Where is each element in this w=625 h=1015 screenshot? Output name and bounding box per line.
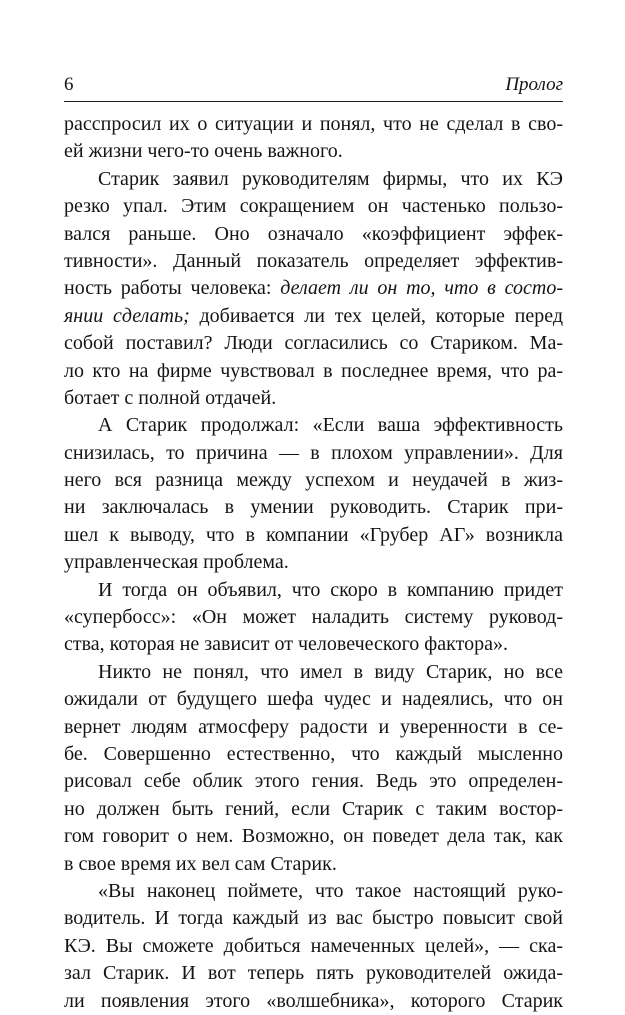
text-line: ло кто на фирме чувствовал в последнее время, что ра- bbox=[64, 359, 563, 382]
text-line: вался раньше. Оно означало «коэффициент эффек- bbox=[64, 222, 563, 245]
text-line: собой поставил? Люди согласились со Стариком. Ма- bbox=[64, 332, 563, 355]
text-line: резко упал. Этим сокращением он частенько пользо- bbox=[64, 195, 563, 218]
text-line: ей жизни чего-то очень важного. bbox=[64, 140, 343, 163]
text-line: но должен быть гений, если Старик с таким востор- bbox=[64, 797, 563, 820]
text-line: бе. Совершенно естественно, что каждый мысленно bbox=[64, 742, 563, 765]
text-line: Старик заявил руководителям фирмы, что их КЭ bbox=[98, 167, 563, 190]
text-line: ни заключалась в умении руководить. Старик при- bbox=[64, 496, 563, 519]
text-line: КЭ. Вы сможете добиться намеченных целей», — ска- bbox=[64, 934, 563, 957]
text-line: рисовал себе облик этого гения. Ведь это определен- bbox=[64, 770, 563, 793]
text-line: ства, которая не зависит от человеческого фактора». bbox=[64, 633, 508, 656]
text-line: гом говорит о нем. Возможно, он поведет дела так, как bbox=[64, 825, 563, 848]
text-line: шел к выводу, что в компании «Грубер АГ» возникла bbox=[64, 523, 563, 546]
text-line: зал Старик. И вот теперь пять руководителей ожида- bbox=[64, 962, 563, 985]
italic-segment: янии сделать; bbox=[64, 304, 190, 327]
text-line: ли появления этого «волшебника», которого Старик bbox=[64, 989, 563, 1012]
text-segment: ность работы человека: bbox=[64, 277, 281, 300]
text-line: А Старик продолжал: «Если ваша эффективность bbox=[98, 414, 563, 437]
text-line: него вся разница между успехом и неудачей в жиз- bbox=[64, 469, 563, 492]
text-line: «супербосс»: «Он может наладить систему руковод- bbox=[64, 606, 563, 629]
text-line: в свое время их вел сам Старик. bbox=[64, 852, 337, 875]
text-line: «Вы наконец поймете, что такое настоящий руко- bbox=[98, 879, 563, 902]
text-line: водитель. И тогда каждый из вас быстро повысит свой bbox=[64, 907, 563, 930]
page-number: 6 bbox=[64, 74, 74, 95]
text-line: тивности». Данный показатель определяет эффектив- bbox=[64, 249, 563, 272]
body-text bbox=[64, 111, 563, 1015]
text-segment: добивается ли тех целей, которые перед bbox=[189, 304, 563, 327]
text-line bbox=[64, 275, 563, 302]
text-line: расспросил их о ситуации и понял, что не сделал в сво- bbox=[64, 113, 563, 135]
text-line: ожидали от будущего шефа чудес и надеялись, что он bbox=[64, 688, 563, 711]
text-line bbox=[64, 303, 563, 330]
text-line: И тогда он объявил, что скоро в компанию придет bbox=[98, 578, 563, 601]
text-line: ботает с полной отдачей. bbox=[64, 386, 277, 409]
text-line: снизилась, то причина — в плохом управлении». Для bbox=[64, 441, 563, 464]
text-line: вернет людям атмосферу радости и уверенности в се- bbox=[64, 715, 563, 738]
italic-segment: делает ли он то, что в состо- bbox=[280, 277, 564, 300]
running-header bbox=[64, 72, 563, 98]
section-title: Пролог bbox=[505, 74, 563, 95]
text-line: управленческая проблема. bbox=[64, 551, 289, 574]
header-rule bbox=[64, 101, 563, 102]
text-line: Никто не понял, что имел в виду Старик, но все bbox=[98, 660, 563, 683]
